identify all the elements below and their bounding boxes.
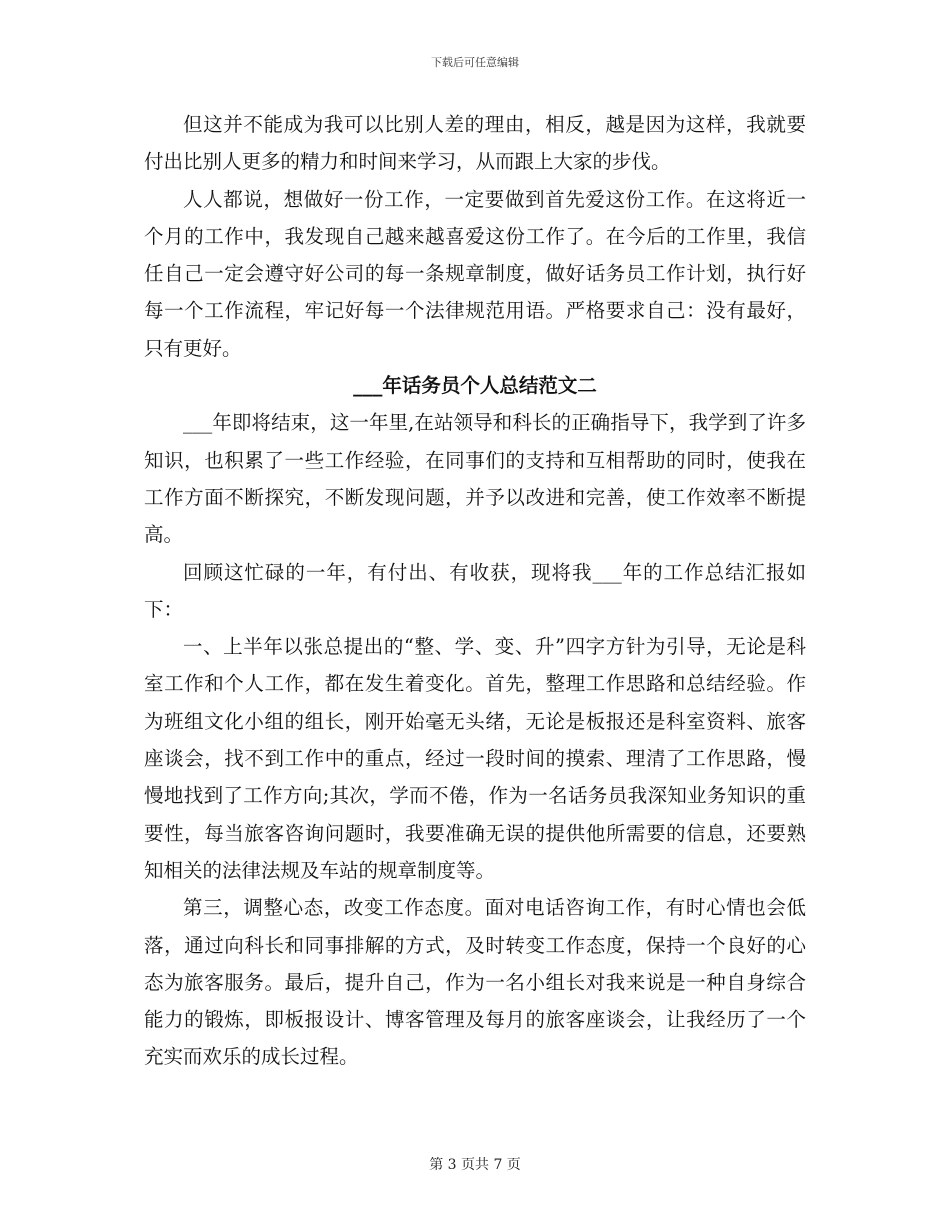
document-body [144, 106, 806, 1076]
body-paragraph: ___年即将结束，这一年里,在站领导和科长的正确指导下，我学到了许多知识，也积累了一些工作经验，在同事们的支持和互相帮助的同时，使我在工作方面不断探究，不断发现问题，并予以改进和完善，使工作效率不断提高。 [144, 411, 806, 547]
page-header: 下载后可任意编辑 [431, 56, 519, 69]
section-title: ___年话务员个人总结范文二 [353, 374, 597, 398]
body-paragraph: 回顾这忙碌的一年，有付出、有收获，现将我___年的工作总结汇报如下： [144, 560, 806, 621]
body-paragraph: 第三，调整心态，改变工作态度。面对电话咨询工作，有时心情也会低落，通过向科长和同事排解的方式，及时转变工作态度，保持一个良好的心态为旅客服务。最后，提升自己，作为一名小组长对我来说是一种自身综合能力的锻炼，即板报设计、博客管理及每月的旅客座谈会，让我经历了一个充实而欢乐的成长过程。 [144, 896, 806, 1069]
body-paragraph: 但这并不能成为我可以比别人差的理由，相反，越是因为这样，我就要付出比别人更多的精力和时间来学习，从而跟上大家的步伐。 [144, 113, 806, 174]
body-paragraph: 一、上半年以张总提出的“整、学、变、升”四字方针为引导，无论是科室工作和个人工作，都在发生着变化。首先，整理工作思路和总结经验。作为班组文化小组的组长，刚开始毫无头绪，无论是板报还是科室资料、旅客座谈会，找不到工作中的重点，经过一段时间的摸索、理清了工作思路，慢慢地找到了工作方向;其次，学而不倦，作为一名话务员我深知业务知识的重要性，每当旅客咨询问题时，我要准确无误的提供他所需要的信息，还要熟知相关的法律法规及车站的规章制度等。 [144, 635, 806, 882]
body-paragraph: 人人都说，想做好一份工作，一定要做到首先爱这份工作。在这将近一个月的工作中，我发现自己越来越喜爱这份工作了。在今后的工作里，我信任自己一定会遵守好公司的每一条规章制度，做好话务员工作计划，执行好每一个工作流程，牢记好每一个法律规范用语。严格要求自己：没有最好，只有更好。 [144, 187, 806, 360]
page-footer: 第 3 页共 7 页 [429, 1157, 521, 1173]
